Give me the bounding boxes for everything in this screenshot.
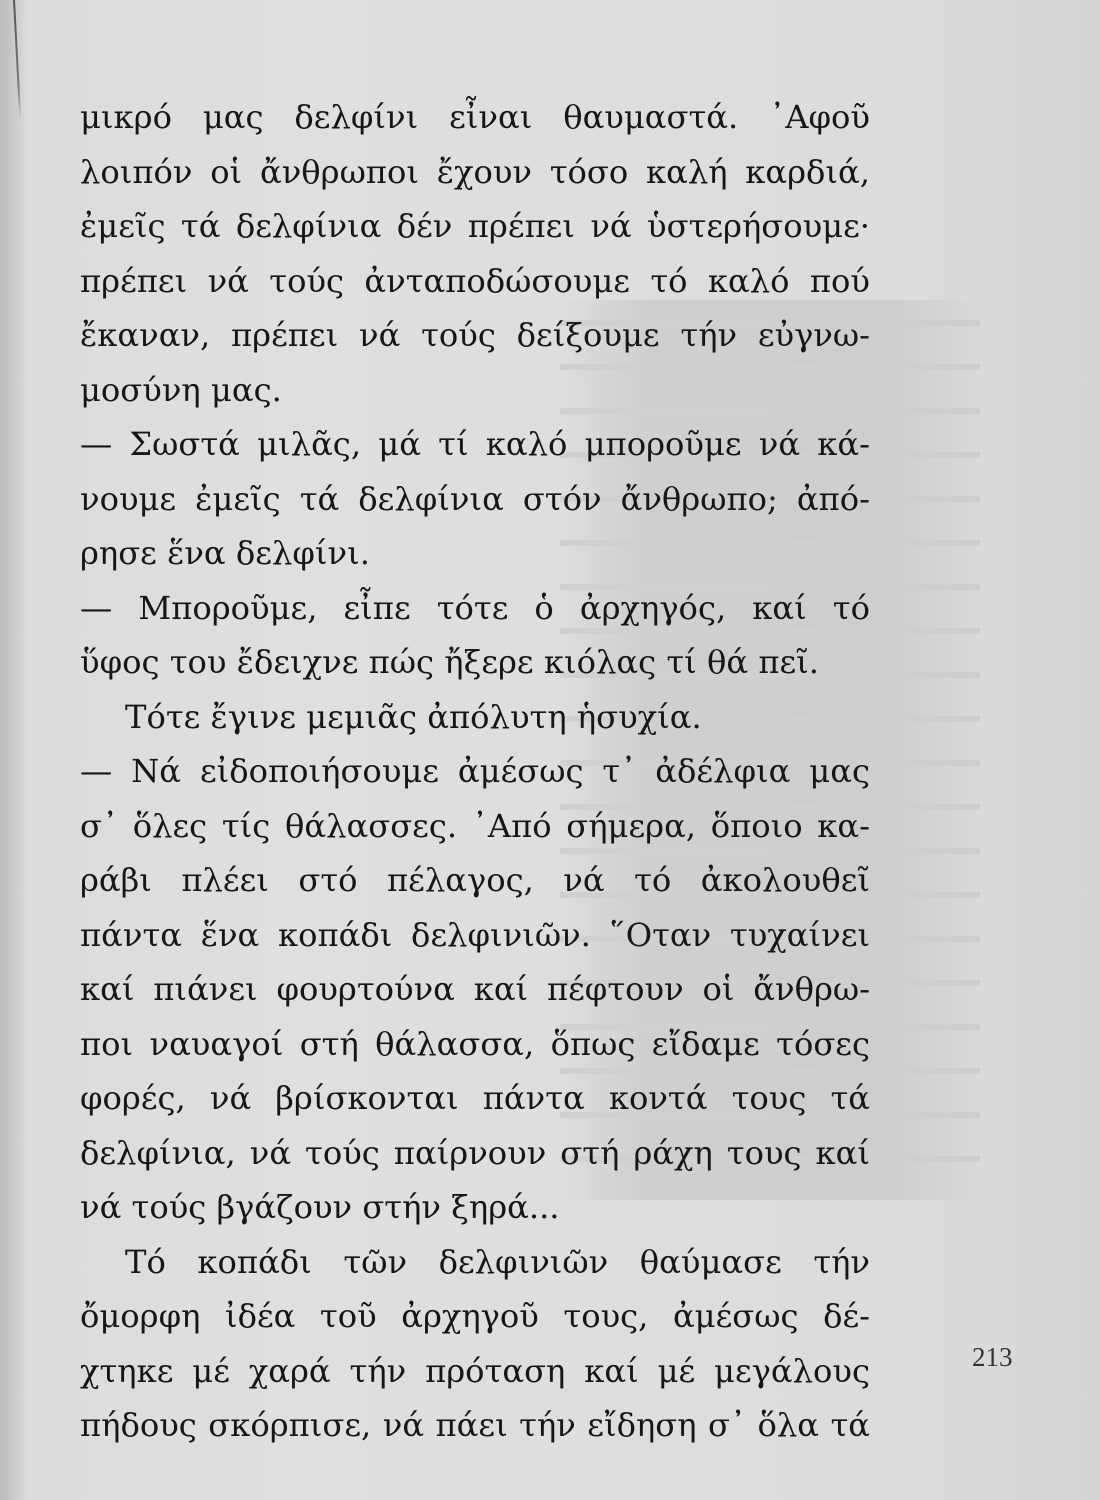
text-line: μοσύνη μας. (80, 370, 282, 409)
text-line: σ᾿ ὅλες τίς θάλασσες. ᾿Από σήμερα, ὅποιο κα- (80, 806, 870, 845)
text-line: ἐμεῖς τά δελφίνια δέν πρέπει νά ὑστερήσουμε· (80, 207, 870, 245)
page-number: 213 (972, 1342, 1013, 1372)
page-edge (0, 0, 26, 1500)
text-line: φορές, νά βρίσκονται πάντα κοντά τους τά (80, 1079, 870, 1117)
text-line: λοιπόν οἱ ἄνθρωποι ἔχουν τόσο καλή καρδιά, (80, 152, 870, 191)
text-line: νά τούς βγάζουν στήν ξηρά... (80, 1188, 560, 1226)
text-line: ποι ναυαγοί στή θάλασσα, ὅπως εἴδαμε τόσες (80, 1024, 870, 1063)
text-line: ἔκαναν, πρέπει νά τούς δείξουμε τήν εὐγνω- (80, 316, 870, 354)
text-line: ράβι πλέει στό πέλαγος, νά τό ἀκολουθεῖ (80, 861, 870, 899)
text-line: δελφίνια, νά τούς παίρνουν στή ράχη τους καί (80, 1133, 870, 1172)
text-line: ρησε ἕνα δελφίνι. (80, 534, 370, 572)
text-line: νουμε ἐμεῖς τά δελφίνια στόν ἄνθρωπο; ἀπό- (80, 479, 870, 518)
body-text (80, 90, 870, 1453)
text-line: — Σωστά μιλᾶς, μά τί καλό μποροῦμε νά κά- (80, 425, 870, 463)
text-line: μικρό μας δελφίνι εἶναι θαυμαστά. ᾿Αφοῦ (80, 98, 870, 136)
text-line: ὕφος του ἔδειχνε πώς ἤξερε κιόλας τί θά πεῖ. (80, 643, 820, 681)
text-line: καί πιάνει φουρτούνα καί πέφτουν οἱ ἄνθρω- (80, 970, 870, 1008)
text-line: Τό κοπάδι τῶν δελφινιῶν θαύμασε τήν (125, 1242, 870, 1281)
text-line: πρέπει νά τούς ἀνταποδώσουμε τό καλό πού (80, 261, 870, 300)
text-line: ὄμορφη ἰδέα τοῦ ἀρχηγοῦ τους, ἀμέσως δέ- (80, 1297, 870, 1335)
text-line: πήδους σκόρπισε, νά πάει τήν εἴδηση σ᾿ ὅλα τά (80, 1406, 870, 1444)
text-line: Τότε ἔγινε μεμιᾶς ἀπόλυτη ἡσυχία. (125, 697, 702, 736)
text-line: πάντα ἕνα κοπάδι δελφινιῶν. ῞Οταν τυχαίνει (80, 915, 870, 954)
text-line: — Νά εἰδοποιήσουμε ἀμέσως τ᾿ ἀδέλφια μας (80, 752, 870, 790)
text-line: χτηκε μέ χαρά τήν πρόταση καί μέ μεγάλους (80, 1351, 870, 1390)
text-line: — Μποροῦμε, εἶπε τότε ὁ ἀρχηγός, καί τό (80, 588, 870, 627)
